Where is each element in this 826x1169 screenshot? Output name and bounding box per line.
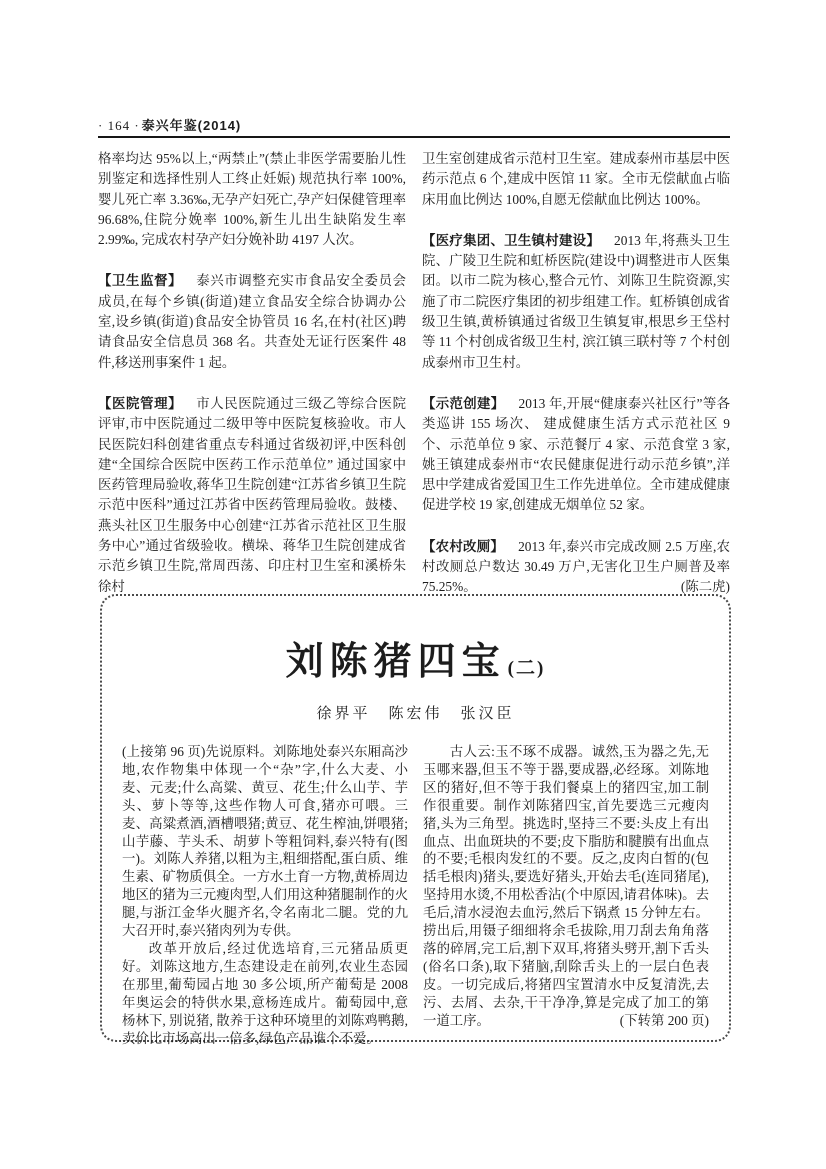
right-column — [422, 149, 730, 598]
article-box — [100, 594, 731, 1046]
book-title: 泰兴年鉴(2014) — [141, 118, 242, 133]
entry-paragraph: 【医疗集团、卫生镇村建设】 2013 年,将燕头卫生院、广陵卫生院和虹桥医院(建设中)调整进市人医集团。以市二院为核心,整合元竹、刘陈卫生院资源,实施了市二院医疗集团的初步组建工作。虹桥镇创成省级卫生镇,黄桥镇通过省级卫生镇复审,根思乡王垈村等 11 个村创成省级卫生村, 滨江镇三联村等 7 个村创成泰州市卫生村。 — [422, 232, 730, 370]
article-body — [122, 743, 709, 1047]
entry-label: 【农村改厕】 — [422, 538, 505, 554]
entry-label: 【医疗集团、卫生镇村建设】 — [422, 232, 601, 248]
left-column — [98, 149, 406, 598]
entry-paragraph: 【医院管理】 市人民医院通过三级乙等综合医院评审,市中医院通过二级甲等中医院复核验收。市人民医院妇科创建省重点专科通过省级初评,中医科创建“全国综合医院中医药工作示范单位” 通过国家中医药管理局验收,蒋华卫生院创建“江苏省乡镇卫生院示范中医科”通过江苏省中医药管理局验收。鼓楼、燕头社区卫生服务中心创建“江苏省示范社区卫生服务中心”通过省级验收。横垛、蒋华卫生院创建成省示范乡镇卫生院,常周西荡、印庄村卫生室和溪桥朱徐村 — [98, 395, 407, 594]
header-rule — [98, 136, 730, 138]
page-number: · 164 · — [98, 118, 140, 133]
paragraph: 格率均达 95%以上,“两禁止”(禁止非医学需要胎儿性别鉴定和选择性别人工终止妊娠) 规范执行率 100%,婴儿死亡率 3.36‰,无孕产妇死亡,孕产妇保健管理率 96.68%,住院分娩率 100%,新生儿出生缺陷发生率 2.99‰, 完成农村孕产妇分娩补助 4197 人次。 — [98, 151, 406, 248]
paragraph: (上接第 96 页)先说原料。刘陈地处泰兴东厢高沙地,农作物集中体现一个“杂”字,什么大麦、小麦、元麦;什么高粱、黄豆、花生;什么山芋、芋头、萝卜等等,这些作物人可食,猪亦可喂。三麦、高粱煮酒,酒槽喂猪;黄豆、花生榨油,饼喂猪;山芋藤、芋头禾、胡萝卜等粗饲料,泰兴特有(图一)。刘陈人养猪,以粗为主,粗细搭配,蛋白质、维生素、矿物质俱全。一方水土育一方物,黄桥周边地区的猪为三元瘦肉型,人们用这种猪腿制作的火腿,与浙江金华火腿齐名,令名南北二腿。党的九大召开时,泰兴猪肉列为专供。 — [122, 744, 408, 939]
entry-label: 【医院管理】 — [98, 395, 183, 411]
main-text — [98, 149, 730, 598]
entry-label: 【示范创建】 — [422, 395, 505, 411]
entry-paragraph: 【示范创建】 2013 年,开展“健康泰兴社区行”等各类巡讲 155 场次、 建成健康生活方式示范社区 9 个、示范单位 9 家、示范餐厅 4 家、示范食堂 3 家,姚王镇建成泰州市“农民健康促进行动示范乡镇”,洋思中学建成省爱国卫生工作先进单位。全市建成健康促进学校 19 家,创建成无烟单位 52 家。 — [422, 395, 730, 513]
entry-paragraph: 【卫生监督】 泰兴市调整充实市食品安全委员会成员,在每个乡镇(街道)建立食品安全综合协调办公室,设乡镇(街道)食品安全协管员 16 名,在村(社区)聘请食品安全信息员 368 名。共查处无证行医案件 48 件,移送刑事案件 1 起。 — [98, 273, 407, 370]
article-right-column — [423, 743, 709, 1047]
entry-label: 【卫生监督】 — [98, 273, 183, 289]
running-head — [98, 115, 730, 134]
article-title-note: (二) — [507, 658, 546, 679]
continuation-note: (下转第 200 页) — [619, 1012, 709, 1028]
article-title-text: 刘陈猪四宝 — [285, 641, 506, 683]
article-title — [122, 630, 709, 685]
author-byline: (陈二虎) — [680, 579, 730, 595]
paragraph: 古人云:玉不琢不成器。诚然,玉为器之先,无玉哪来器,但玉不等于器,要成器,必经琢。刘陈地区的猪好,但不等于我们餐桌上的猪四宝,加工制作很重要。制作刘陈猪四宝,首先要选三元瘦肉猪,头为三角型。挑选时,坚持三不要:头皮上有出血点、出血斑块的不要;皮下脂肪和腱膜有出血点的不要;毛根肉发红的不要。反之,皮肉白皙的(包括毛根肉)猪头,要选好猪头,开始去毛(连同猪尾),坚持用水烫,不用松香沾(个中原因,请君体味)。去毛后,清水浸泡去血污,然后下锅煮 15 分钟左右。捞出后,用镊子细细将余毛拔除,用刀刮去角角落落的碎屑,完工后,割下双耳,将猪头劈开,割下舌头(俗名口条),取下猪脑,刮除舌头上的一层白色表皮。一切完成后,将猪四宝置清水中反复清洗,去污、去屑、去杂,干干净净,算是完成了加工的第一道工序。 (下转第 200 页) — [423, 744, 709, 1028]
paragraph: 卫生室创建成省示范村卫生室。建成泰州市基层中医药示范点 6 个,建成中医馆 11 家。全市无偿献血占临床用血比例达 100%,自愿无偿献血比例达 100%。 — [422, 151, 730, 207]
paragraph: 改革开放后,经过优选培育,三元猪品质更好。刘陈这地方,生态建设走在前列,农业生态园在那里,葡萄园占地 30 多公顷,所产葡萄是 2008 年奥运会的特供水果,意杨连成片。葡萄园中,意杨林下, 别说猪, 散养于这种环境里的刘陈鸡鸭鹅,卖价比市场高出一倍多,绿色产品谁个不爱。 — [122, 940, 408, 1046]
article-left-column — [122, 743, 408, 1047]
entry-paragraph: 【农村改厕】 2013 年,泰兴市完成改厕 2.5 万座,农村改厕总户数达 30.49 万户,无害化卫生户厕普及率 75.25%。 (陈二虎) — [422, 537, 730, 598]
article-authors: 徐界平 陈宏伟 张汉臣 — [316, 706, 515, 722]
